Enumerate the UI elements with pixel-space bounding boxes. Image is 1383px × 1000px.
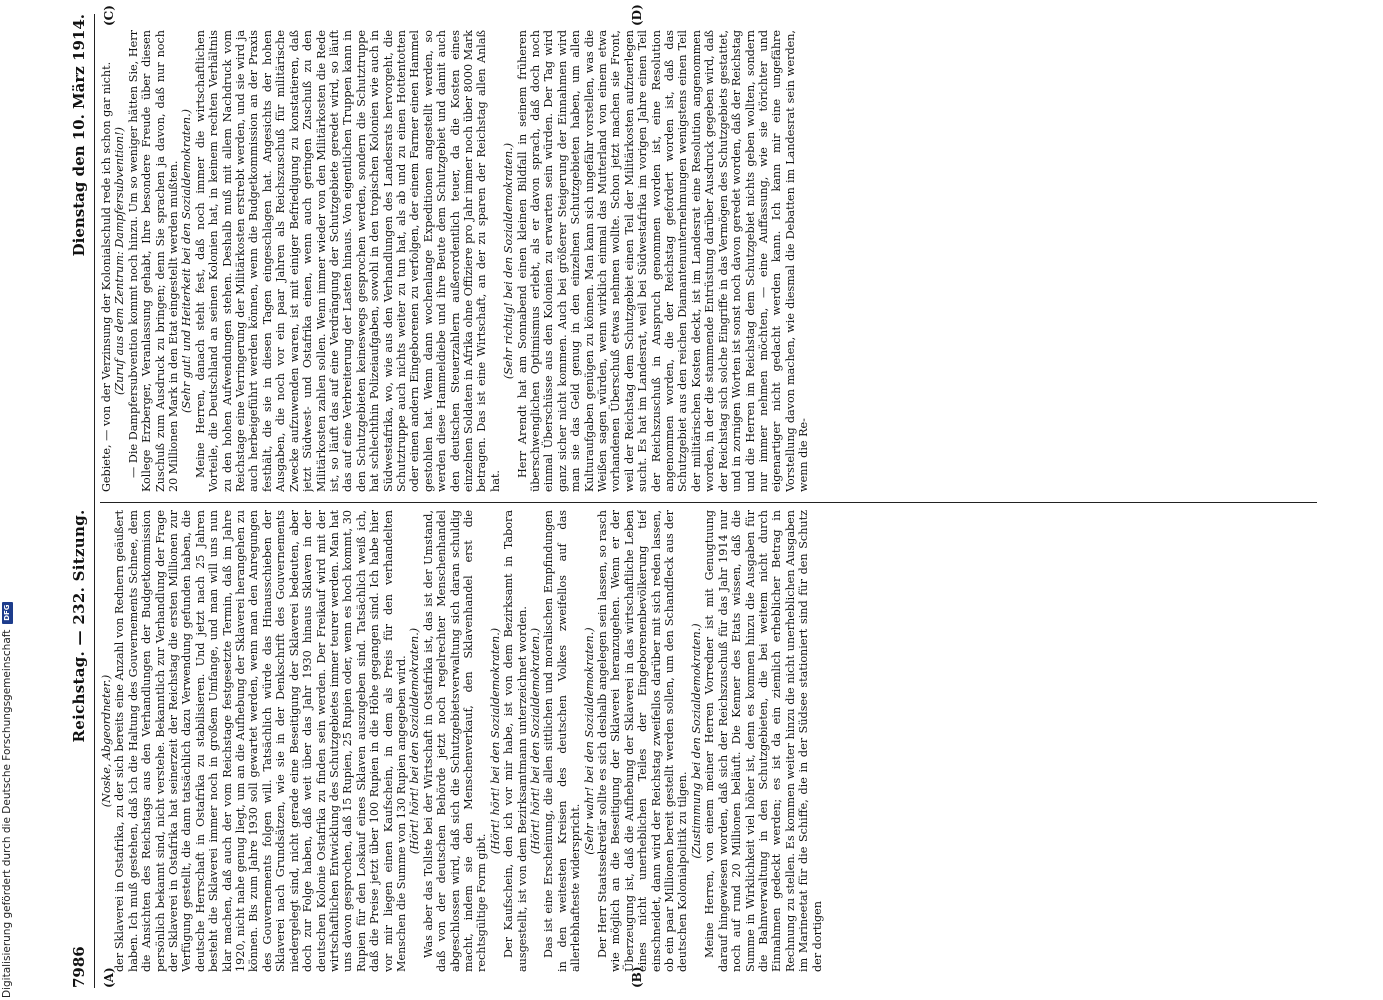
paragraph: der Sklaverei in Ostafrika, zu der sich bereits eine Anzahl von Rednern geäußert haben. Ich muß gestehen, daß ich die Haltung des Gouvernements Schnee, dem die Ansichten des Reichstags aus den Verhandlungen der Budgetkommission persönlich bekannt sind, nicht verstehe. Bekanntlich zur Verhandlung der Frage der Sklaverei in Ostafrika hat seinerzeit der Reichstag die ersten Millionen zur Verfügung gestellt, die dann tatsächlich dazu Verwendung gefunden haben, die deutsche Herrschaft in Ostafrika zu stabilisieren. Und jetzt nach 25 Jahren besteht die Sklaverei immer noch in großem Umfange, und man will uns nun klar machen, daß auch der vom Reichstage festgesetzte Termin, daß im Jahre 1920, nicht nahe genug liegt, um an die Aufhebung der Sklaverei herangehen zu können. Bis zum Jahre 1930 soll gewartet werden, wenn man den Anregungen des Gouvernements folgen will. Tatsächlich würde das Hinausschieben der Sklaverei nach Grundsätzen, wie sie in der Denkschrift des Gouvernements niedergelegt sind, nicht gerade eine Beseitigung der Sklaverei bedeuten, aber doch zur Folge haben, daß weit über das Jahr 1930 hinaus Sklaven in der deutschen Kolonie Ostafrika zu finden sein werden. Der Freikauf wird mit der wirtschaftlichen Entwicklung des Schutzgebietes immer teurer werden. Man hat uns davon gesprochen, daß 15 Rupien, 25 Rupien oder, wenn es hoch kommt, 30 Rupien für den Loskauf eines Sklaven auszugeben sind. Tatsächlich weiß ich, daß die Preise jetzt über 100 Rupien in die Höhe gegangen sind. Ich habe hier vor mir liegen einen Kaufschein, in dem als Preis für den verhandelten Menschen die Summe von 130 Rupien angegeben wird. bbox=[113, 510, 408, 972]
paragraph: Meine Herren, von einem meiner Herren Vorredner ist mit Genugtuung darauf hingewiesen worden, daß sich der Reichszuschuß für das Jahr 1914 nur noch auf rund 20 Millionen beläuft. Die Kenner des Etats wissen, daß die Summe in Wirklichkeit viel höher ist, denn es kommen hinzu die Ausgaben für die Bahnverwaltung in den Schutzgebieten, die bei weitem nicht durch Einnahmen gedeckt werden; es ist da ein ziemlich erheblicher Betrag in Rechnung zu stellen. Es kommen weiter hinzu die nicht unerheblichen Ausgaben im Marineetat für die Schiffe, die in der Südsee stationiert sind für den Schutz der dortigen bbox=[703, 510, 824, 972]
paragraph: Der Kaufschein, den ich vor mir habe, ist von dem Bezirksamt in Tabora ausgestellt, ist von dem Bezirksamtmann unterzeichnet worden. bbox=[502, 510, 529, 972]
paragraph: Was aber das Tollste bei der Wirtschaft in Ostafrika ist, das ist der Umstand, daß von der deutschen Behörde jetzt noch regelrechter Menschenhandel abgeschlossen wird, daß sich die Schutzgebietsverwaltung sich daran schuldig macht, indem sie den Menschenverkauf, den Sklavenhandel erst die rechtsgültige Form gibt. bbox=[421, 510, 489, 972]
dfg-logo-icon: DFG bbox=[2, 602, 13, 624]
digitization-credit bbox=[0, 0, 14, 998]
speaker-name: (Noske, Abgeordneter.) bbox=[100, 674, 113, 808]
interjection: (Sehr richtig! bei den Sozialdemokraten.) bbox=[502, 142, 516, 380]
interjection: (Sehr gut! und Heiterkeit bei den Sozialdemokraten.) bbox=[180, 109, 194, 413]
paragraph: Meine Herren, danach steht fest, daß noch immer die wirtschaftlichen Vorteile, die Deutschland an seinen Kolonien hat, in keinem rechten Verhältnis zu den hohen Aufwendungen stehen. Deshalb muß mit allem Nachdruck vom Reichstage eine Verringerung der Militärkosten erstrebt werden, und sie wird ja auch herbeigeführt werden können, wenn die Budgetkommission an der Praxis festhält, die sie in diesen Tagen eingeschlagen hat. Angesichts der hohen Ausgaben, die noch vor ein paar Jahren als Reichszuschuß für militärische Zwecke aufzuwenden waren, ist mit einiger Befriedigung zu konstatieren, daß jetzt Südwest- und Ostafrika einen, wenn auch geringen Zuschuß zu den Militärkosten zahlen sollen. Wenn immer wieder von den Militärkosten die Rede ist, so läuft das auf eine Verdrängung der Schutzgebiete geredet wird, so läuft das auf eine Verbreiterung der Lasten hinaus. Von eigentlichen Truppen kann in den Schutzgebieten keineswegs gesprochen werden, sondern die Schutztruppe hat schlechthin Polizeiaufgaben, sowohl in den tropischen Kolonien wie auch in Südwestafrika, wo, wie aus den Verhandlungen des Landesrats hervorgeht, die Schutztruppe auch nichts weiter zu tun hat, als ab und zu einen Hottentotten oder einen andern Eingeborenen zu verfolgen, der einem Farmer einen Hammel gestohlen hat. Wenn dann wochenlange Expeditionen angestellt werden, so werden diese Hammeldiebe und ihre Beute dem Schutzgebiet und damit auch den deutschen Steuerzahlern außerordentlich teuer, da die Kosten eines einzelnen Soldaten in Afrika ohne Offiziere pro Jahr immer noch über 8000 Mark betragen. Das ist eine Wirtschaft, an der zu sparen der Reichstag allen Anlaß hat. bbox=[193, 30, 502, 492]
header-rule bbox=[94, 14, 95, 988]
margin-letter-a: (A) bbox=[102, 967, 116, 988]
interjection: (Hört! hört! bei den Sozialdemokraten.) bbox=[529, 627, 542, 855]
paragraph: Gebiete, — von der Verzinsung der Kolonialschuld rede ich schon gar nicht. bbox=[100, 61, 113, 492]
session-date: Dienstag den 10. März 1914. bbox=[70, 14, 88, 257]
paragraph: Das ist eine Erscheinung, die allen sittlichen und moralischen Empfindungen in den weitesten Kreisen des deutschen Volkes zweifellos auf das allerlebhafteste widerspricht. bbox=[542, 510, 583, 972]
margin-letter-b: (B) bbox=[630, 966, 644, 988]
interjection: (Hört! hört! bei den Sozialdemokraten.) bbox=[408, 627, 422, 855]
interjection: (Hört! hört! bei den Sozialdemokraten.) bbox=[488, 627, 502, 855]
page-number: 7986 bbox=[70, 946, 88, 988]
interjection: (Zuruf aus dem Zentrum: Dampfersubvention!) bbox=[113, 127, 127, 395]
interjection: (Zustimmung bei den Sozialdemokraten.) bbox=[689, 623, 703, 859]
paragraph: — Die Dampfersubvention kommt noch hinzu. Um so weniger hätten Sie, Herr Kollege Erzberger, Veranlassung gehabt, Ihre besondere Freude über diesen Zuschuß zum Ausdruck zu bringen; denn Sie sprachen ja davon, daß nur noch 20 Millionen Mark in den Etat eingestellt werden mußten. bbox=[126, 30, 181, 492]
margin-letter-c: (C) bbox=[102, 5, 116, 26]
column-divider bbox=[100, 502, 1317, 503]
session-title: Reichstag. — 232. Sitzung. bbox=[70, 509, 88, 743]
right-column bbox=[100, 30, 1317, 492]
paragraph: Herr Arendt hat am Sonnabend einen kleinen Bildfall in seinem früheren überschwenglichen Optimismus erlebt, als er davon sprach, daß doch noch einmal Überschüsse aus den Kolonien zu erwarten sein würden. Der Tag wird ganz sicher nicht kommen. Auch bei größerer Steigerung der Einnahmen wird man sie das Geld genug in den einzelnen Schutzgebieten haben, um allen Kulturaufgaben genügen zu können. Man kann sich ungefähr vorstellen, was die Weißen sagen würden, wenn wirklich einmal das Mutterland von einem etwa vorhandenen Überschuß etwas nehmen wollte. Schon jetzt machen sie Front, weil der Reichstag dem Schutzgebiet einen Teil der Militärkosten aufzuerlegen sucht. Es hat im Landesrat, weil bei Südwestafrika im vorigen Jahre einen Teil der Reichszuschuß in Anspruch genommen worden ist, eine Resolution angenommen worden, die der Reichstag gefordert worden ist, daß das Schutzgebiet aus den reichen Diamantenunternehmungen wenigstens einen Teil der militärischen Kosten deckt, ist im Landesrat eine Resolution angenommen worden, in der die stammende Entrüstung darüber Ausdruck gegeben wird, daß der Reichstag sich solche Eingriffe in das Vermögen des Schutzgebiets gestattet, und in zornigen Worten ist sonst noch davon geredet worden, daß der Reichstag und die Herren im Reichstag dem Schutzgebiet nichts geben wollten, sondern nur immer nehmen möchten, — eine Auffassung, wie sie törichter und eigenartiger nicht gedacht werden kann. Ich kann mir eine ungefähre Vorstellung davon machen, wie diesmal die Debatten im Landesrat sein werden, wenn die Re- bbox=[515, 30, 811, 492]
paragraph: Der Herr Staatssekretär sollte es sich deshalb angelegen sein lassen, so rasch wie möglich an die Beseitigung der Sklaverei heranzugehen. Wenn er der Überzeugung ist, daß die Aufhebung der Sklaverei in das wirtschaftliche Leben eines nicht unerheblichen Teiles der Eingeborenenbevölkerung tief einschneidet, dann wird der Reichstag zweifellos darüber mit sich reden lassen, ob ein paar Millionen bereit gestellt werden sollen, um den Schandfleck aus der deutschen Kolonialpolitik zu tilgen. bbox=[596, 510, 690, 972]
credit-text: Digitalisierung gefördert durch die Deutsche Forschungsgemeinschaft bbox=[1, 629, 13, 998]
margin-letter-d: (D) bbox=[630, 4, 644, 26]
interjection: (Sehr wahr! bei den Sozialdemokraten.) bbox=[582, 627, 596, 855]
page-header bbox=[66, 14, 92, 988]
left-column bbox=[100, 510, 1317, 972]
